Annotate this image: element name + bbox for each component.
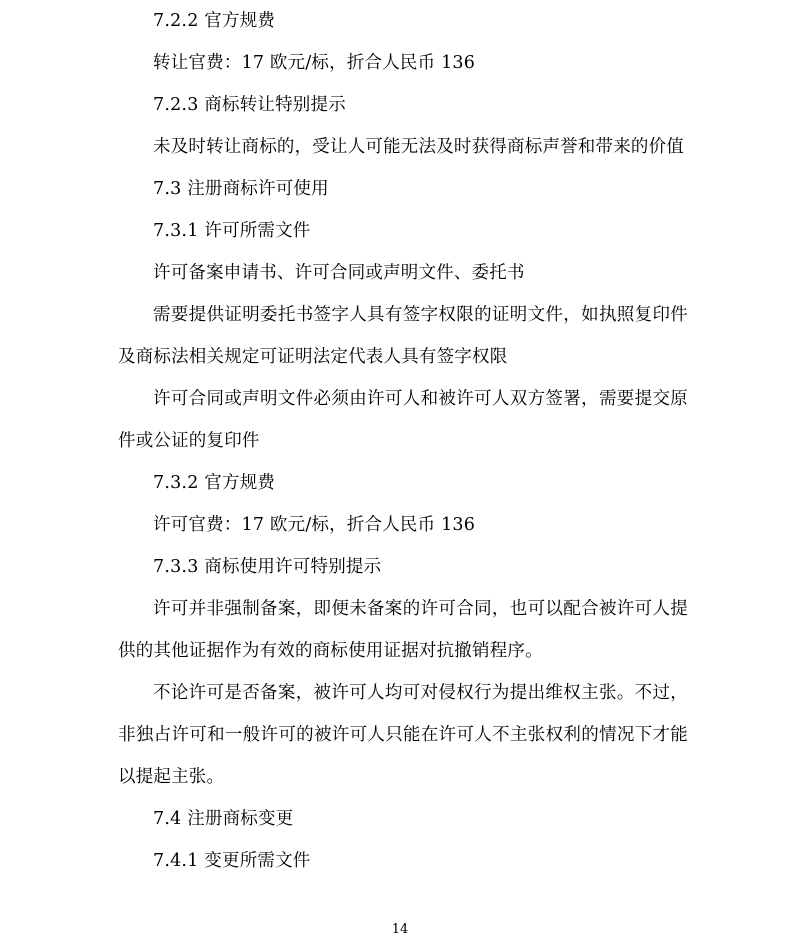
section-heading: 7.3.3 商标使用许可特别提示 — [153, 557, 382, 577]
body-paragraph: 不论许可是否备案，被许可人均可对侵权行为提出维权主张。不过，非独占许可和一般许可的被许可人只能在许可人不主张权利的情况下才能以提起主张。 — [118, 683, 688, 787]
body-paragraph: 许可官费：17 欧元/标，折合人民币 136 — [153, 515, 476, 535]
body-paragraph: 转让官费：17 欧元/标，折合人民币 136 — [153, 53, 476, 73]
body-paragraph: 未及时转让商标的，受让人可能无法及时获得商标声誉和带来的价值 — [153, 137, 684, 157]
body-paragraph: 许可备案申请书、许可合同或声明文件、委托书 — [153, 263, 525, 283]
section-heading: 7.3.1 许可所需文件 — [153, 221, 311, 241]
document-body — [118, 0, 688, 882]
section-heading: 7.2.3 商标转让特别提示 — [153, 95, 346, 115]
body-paragraph: 许可合同或声明文件必须由许可人和被许可人双方签署，需要提交原件或公证的复印件 — [118, 389, 688, 451]
section-heading: 7.4 注册商标变更 — [153, 809, 294, 829]
body-paragraph: 需要提供证明委托书签字人具有签字权限的证明文件，如执照复印件及商标法相关规定可证明法定代表人具有签字权限 — [118, 305, 688, 367]
section-heading: 7.3.2 官方规费 — [153, 473, 276, 493]
page-number: 14 — [391, 922, 409, 937]
section-heading: 7.2.2 官方规费 — [153, 11, 276, 31]
section-heading: 7.4.1 变更所需文件 — [153, 851, 311, 871]
section-heading: 7.3 注册商标许可使用 — [153, 179, 329, 199]
body-paragraph: 许可并非强制备案，即便未备案的许可合同，也可以配合被许可人提供的其他证据作为有效的商标使用证据对抗撤销程序。 — [118, 599, 688, 661]
